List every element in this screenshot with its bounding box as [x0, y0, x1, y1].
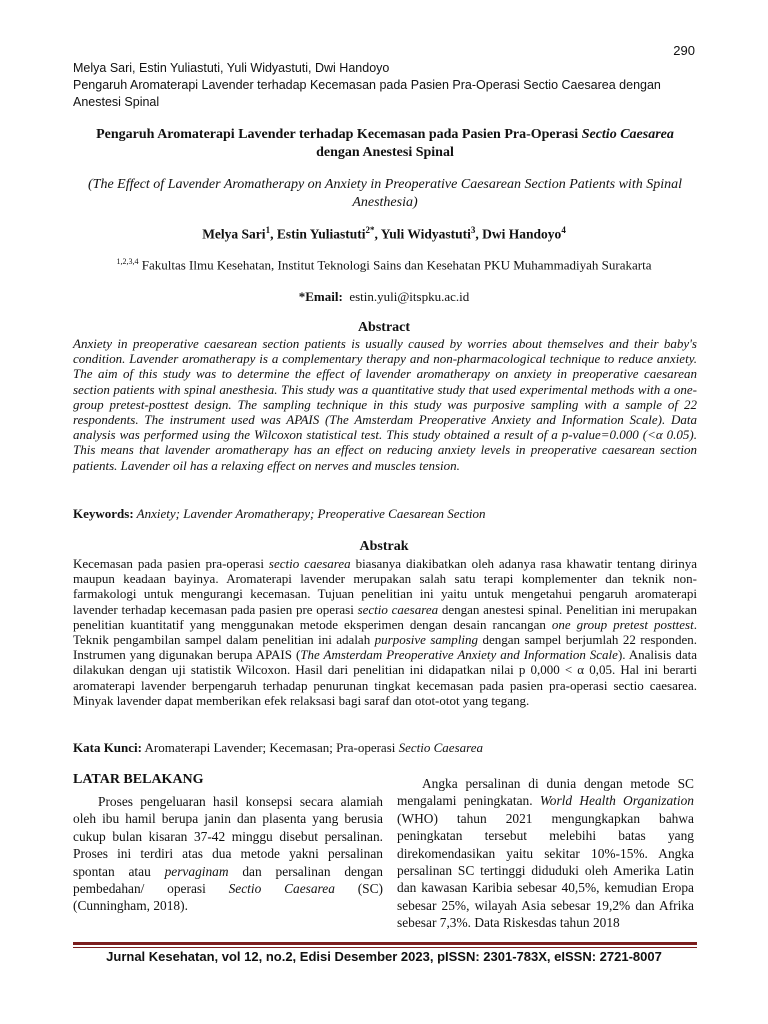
- abstract-heading: Abstract: [357, 320, 411, 335]
- footer-rule: [73, 942, 697, 945]
- corresponding-email: *Email: estin.yuli@itspku.ac.id: [298, 289, 470, 304]
- abstrak-heading: Abstrak: [359, 539, 409, 554]
- affiliation: $^{1,2,3,4}$ Fakultas Ilmu Kesehatan, Institut Teknologi Sains dan Kesehatan PKU Muhammadiyah Surakarta: [116, 257, 652, 273]
- author-name: Melya Sari: [202, 226, 266, 242]
- abstract-text: Anxiety in preoperative caesarean section patients is usually caused by worries about themselves and their baby's condition. Lavender aromatherapy is a complementary therapy and non-pharmacological technique to reduce anxiety. The aim of this study was to determine the effect of lavender aromatherapy on anxiety in preoperative caesarean section patients with spinal anesthesia. This study was a quantitative study that used experimental methods with a one-group pretest-posttest design. The sampling technique in this study was purposive sampling with a sample of 22 respondents. The instrument used was APAIS (The Amsterdam Preoperative Anxiety and Information Scale). Data analysis was performed using the Wilcoxon statistical test. This study obtained a result of a p-value=0.000 (<α 0.05). This means that lavender aromatherapy has an effect on reducing anxiety levels in preoperative caesarean section patients. Lavender oil has a relaxing effect on nerves and muscles tension.: [73, 336, 697, 473]
- body-column-right: [397, 775, 694, 932]
- keywords: Keywords: Anxiety; Lavender Aromatherapy; Preoperative Caesarean Section: [73, 506, 486, 521]
- kata-kunci: Kata Kunci: Aromaterapi Lavender; Kecemasan; Pra-operasi Sectio Caesarea: [73, 740, 483, 755]
- paper-subtitle: (The Effect of Lavender Aromatherapy on Anxiety in Preoperative Caesarean Section Patients with Spinal Anesthesia): [88, 177, 682, 210]
- body-column-left: [73, 793, 383, 915]
- author-list: Melya Sari$^1$, Estin Yuliastuti$^{2*}$, Yuli Widyastuti$^3$, Dwi Handoyo$^4$: [202, 225, 566, 242]
- running-header-title-line2: Anestesi Spinal: [73, 95, 160, 109]
- journal-footer: Jurnal Kesehatan, vol 12, no.2, Edisi Desember 2023, pISSN: 2301-783X, eISSN: 2721-8007: [106, 949, 662, 964]
- author-name: Estin Yuliastuti: [276, 226, 366, 242]
- email-link: estin.yuli@itspku.ac.id: [349, 289, 470, 304]
- paper-title: Pengaruh Aromaterapi Lavender terhadap Kecemasan pada Pasien Pra-Operasi Sectio Caesarea dengan Anestesi Spinal: [96, 127, 674, 160]
- footer-rule-thin: [73, 947, 697, 948]
- author-name: Dwi Handoyo: [482, 226, 562, 242]
- paragraph: Angka persalinan di dunia dengan metode SC mengalami peningkatan. World Health Organization (WHO) tahun 2021 mengungkapkan bahwa peningkatan tersebut melebihi batas yang direkomendasikan yaitu sekitar 10%-15%. Angka persalinan SC tertinggi diduduki oleh Amerika Latin dan kawasan Karibia sebesar 40,5%, kemudian Eropa sebesar 25%, wilayah Asia sebesar 19,2% dan Afrika sebesar 7,3%. Data Riskesdas tahun 2018: [397, 776, 694, 931]
- page-number: 290: [673, 43, 695, 58]
- section-heading-latar-belakang: LATAR BELAKANG: [73, 772, 204, 787]
- paragraph: Proses pengeluaran hasil konsepsi secara alamiah oleh ibu hamil berupa janin dan plasenta yang berusia cukup bulan kisaran 37-42 minggu disebut persalinan. Proses ini terdiri atas dua metode yakni persalinan spontan atau pervaginam dan persalinan dengan pembedahan/ operasi Sectio Caesarea (SC) (Cunningham, 2018).: [73, 794, 383, 914]
- running-header-title-line1: Pengaruh Aromaterapi Lavender terhadap Kecemasan pada Pasien Pra-Operasi Sectio Caesarea dengan: [73, 78, 661, 92]
- abstrak-text: Kecemasan pada pasien pra-operasi sectio caesarea biasanya diakibatkan oleh adanya rasa khawatir tentang dirinya maupun keadaan bayinya. Aromaterapi lavender merupakan salah satu terapi komplementer dan teknik non-farmakologi untuk mengurangi kecemasan. Tujuan penelitian ini yaitu untuk mengetahui pengaruh aromaterapi lavender terhadap kecemasan pada pasien pre operasi sectio caesarea dengan anestesi spinal. Penelitian ini merupakan penelitian kuantitatif yang menggunakan metode eksperimen dengan desain rancangan one group pretest posttest. Teknik pengambilan sampel dalam penelitian ini adalah purposive sampling dengan sampel berjumlah 22 responden. Instrumen yang digunakan berupa APAIS (The Amsterdam Preoperative Anxiety and Information Scale). Analisis data dilakukan dengan uji statistik Wilcoxon. Hasil dari penelitian ini didapatkan nilai p 0,000 < α 0,05. Hal ini berarti aromaterapi lavender berpengaruh terhadap penurunan tingkat kecemasan pada pasien pra-operasi sectio caesarea. Minyak lavender dapat memberikan efek relaksasi bagi saraf dan otot-otot yang tegang.: [73, 556, 697, 708]
- running-header-authors: Melya Sari, Estin Yuliastuti, Yuli Widyastuti, Dwi Handoyo: [73, 61, 390, 75]
- author-name: Yuli Widyastuti: [380, 226, 471, 242]
